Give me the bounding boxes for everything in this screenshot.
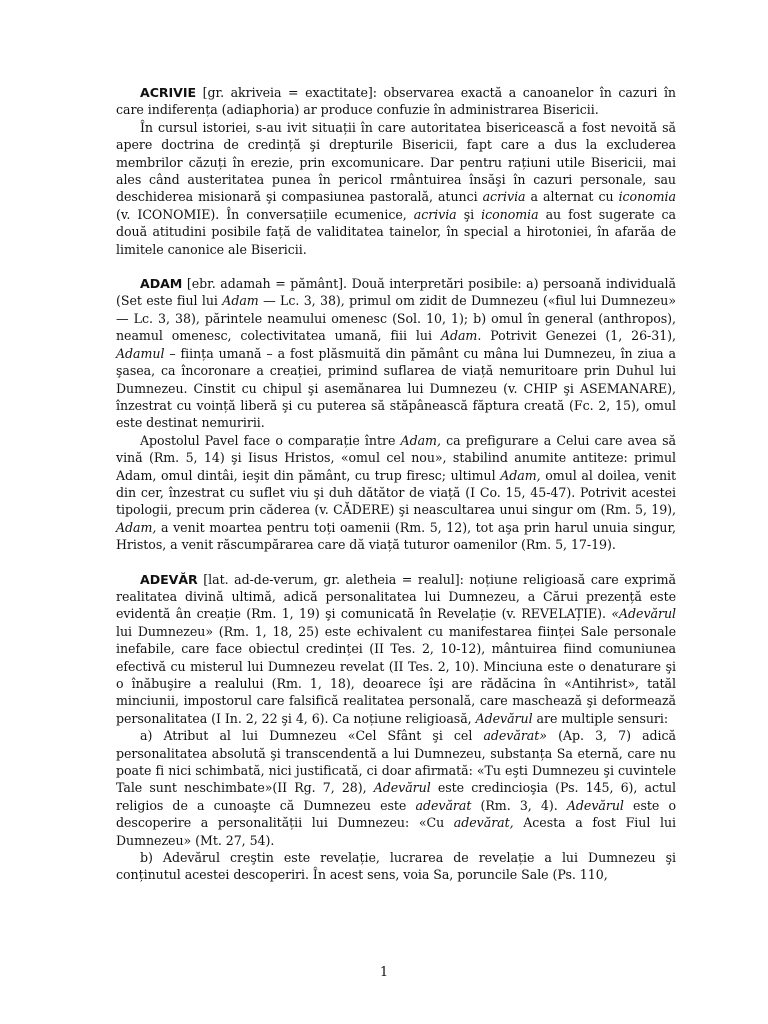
dictionary-entry [116, 84, 676, 258]
text-run: omul al doilea, venit din cer, înzestrat cu suflet viu şi duh dătător de viață (I Co. 15, 45-47). Potrivit acestei tipologii, precum prin căderea (v. CĂDERE) şi neascultarea unui singur om (Rm. 5, 19), [116, 467, 676, 518]
text-run: a venit moartea pentru toți oamenii (Rm. 5, 12), tot aşa prin harul unuia singur, Hristos, a venit răscumpărarea care dă viață tuturor oamenilor (Rm. 5, 17-19). [116, 519, 676, 553]
entry-paragraph [116, 119, 676, 258]
text-run: [gr. akriveia = exactitate]: observarea exactă a canoanelor în cazuri în care indiferența (adiaphoria) ar produce confuzie în administrarea Bisericii. [116, 85, 676, 118]
italic-term: «Adevărul [611, 606, 676, 622]
italic-term: adevărat [415, 797, 472, 813]
dictionary-entry [116, 571, 676, 884]
entry-headword: ACRIVIE [140, 85, 197, 100]
dictionary-page [116, 84, 676, 884]
text-run: au fost sugerate ca două atitudini posibile față de validitatea tainelor, în special a hirotoniei, în afarăa de limitele canonice ale Bisericii. [116, 206, 676, 257]
italic-term: acrivia [482, 189, 526, 205]
text-run: (Ap. 3, 7) adică personalitatea absolută şi transcendentă a lui Dumnezeu, substanța Sa eternă, care nu poate fi nici schimbată, nici justificată, ci doar afirmată: «Tu eşti Dumnezeu şi cuvintele Tale sunt neschimbate»(II Rg. 7, 28), [116, 728, 676, 796]
italic-term: Adevărul [475, 710, 533, 726]
text-run: . Potrivit Genezei (1, 26-31), [477, 328, 676, 344]
text-run: şi [456, 206, 482, 222]
italic-term: Adam, [400, 432, 441, 448]
text-run: Acesta a fost Fiul lui Dumnezeu» (Mt. 27, 54). [116, 815, 676, 848]
italic-term: Adam [222, 293, 259, 309]
text-run: a) Atribut al lui Dumnezeu «Cel Sfânt şi cel [140, 728, 484, 744]
italic-term: Adam, [116, 519, 157, 535]
entry-definition [116, 84, 676, 119]
text-run: – ființa umană – a fost plăsmuită din pământ cu mâna lui Dumnezeu, în ziua a şasea, ca încoronare a creației, primind suflarea de viață nemuritoare prin Duhul lui Dumnezeu. Cinstit cu chipul şi asemănarea lui Dumnezeu (v. CHIP şi ASEMANARE), înzestrat cu voință liberă şi cu puterea să stăpânească făptura creată (Fc. 2, 15), omul este destinat nemuririi. [116, 345, 676, 431]
text-run: În cursul istoriei, s-au ivit situații în care autoritatea bisericească a fost nevoită să apere doctrina de credință şi drepturile Bisericii, fapt care a dus la excluderea membrilor căzuți în erezie, prin excomunicare. Dar pentru rațiuni utile Bisericii, mai ales când austeritatea punea în pericol rmântuirea însăşi în cazuri personale, sau deschiderea misionară şi compasiunea pastorală, atunci [116, 119, 676, 205]
page-number: 1 [379, 965, 389, 980]
italic-term: iconomia [481, 206, 539, 222]
entry-paragraph [116, 849, 676, 884]
text-run: ca prefigurare a Celui care avea să vină (Rm. 5, 14) şi Iisus Hristos, «omul cel nou», stabilind anumite antiteze: primul Adam, omul dintâi, ieşit din pământ, cu trup firesc; ultimul [116, 432, 676, 483]
text-run: are multiple sensuri: [532, 710, 669, 726]
text-run: — Lc. 3, 38), primul om zidit de Dumnezeu («fiul lui Dumnezeu» — Lc. 3, 38), părintele neamului omenesc (Sol. 10, 1); b) omul în general (anthropos), neamul omenesc, colectivitatea umană, fiii lui [116, 293, 677, 344]
entry-definition [116, 275, 676, 432]
italic-term: adevărat, [453, 815, 514, 831]
entry-definition [116, 571, 676, 728]
entry-headword: ADAM [140, 276, 183, 292]
italic-term: Adevărul [566, 797, 624, 813]
italic-term: adevărat» [483, 728, 547, 744]
text-run: (Rm. 3, 4). [471, 797, 567, 813]
text-run: [lat. ad-de-verum, gr. aletheia = realul]: noțiune religioasă care exprimă realitatea divină ultimă, adică personalitatea lui Dumnezeu, a Cărui prezență este evidentă ân creație (Rm. 1, 19) şi comunicată în Revelație (v. REVELAȚIE). [116, 571, 676, 622]
text-run: este o descoperire a personalității lui Dumnezeu: «Cu [116, 797, 676, 831]
entry-paragraph [116, 432, 676, 554]
dictionary-entry [116, 275, 676, 554]
italic-term: Adam, [500, 467, 541, 483]
italic-term: Adam [440, 328, 478, 344]
text-run: (v. ICONOMIE). În conversațiile ecumenice, [116, 206, 414, 222]
entry-paragraph [116, 727, 676, 849]
italic-term: iconomia [618, 189, 676, 205]
text-run: Apostolul Pavel face o comparație între [140, 432, 401, 448]
italic-term: acrivia [413, 206, 457, 222]
entry-headword: ADEVĂR [140, 571, 198, 587]
italic-term: Adevărul [373, 780, 431, 796]
text-run: [ebr. adamah = pământ]. Două interpretări posibile: a) persoană individuală (Set este fiul lui [116, 276, 676, 309]
italic-term: Adamul [116, 345, 165, 361]
text-run: a alternat cu [525, 189, 619, 205]
text-run: lui Dumnezeu» (Rm. 1, 18, 25) este echivalent cu manifestarea ființei Sale personale inefabile, care face obiectul credinței (II Tes. 2, 10-12), mântuirea fiind comuniunea efectivă cu misterul lui Dumnezeu revelat (II Tes. 2, 10). Minciuna este o denaturare şi o înăbuşire a realului (Rm. 1, 18), deoarece îşi are rădăcina în «Antihrist», tatăl minciunii, impostorul care falsifică realitatea personală, care maschează şi deformează personalitatea (I In. 2, 22 şi 4, 6). Ca noțiune religioasă, [116, 623, 676, 726]
text-run: b) Adevărul creştin este revelație, lucrarea de revelație a lui Dumnezeu şi conținutul acestei descoperiri. În acest sens, voia Sa, poruncile Sale (Ps. 110, [116, 850, 676, 883]
text-run: este credincioşia (Ps. 145, 6), actul religios de a cunoaşte că Dumnezeu este [116, 780, 676, 813]
